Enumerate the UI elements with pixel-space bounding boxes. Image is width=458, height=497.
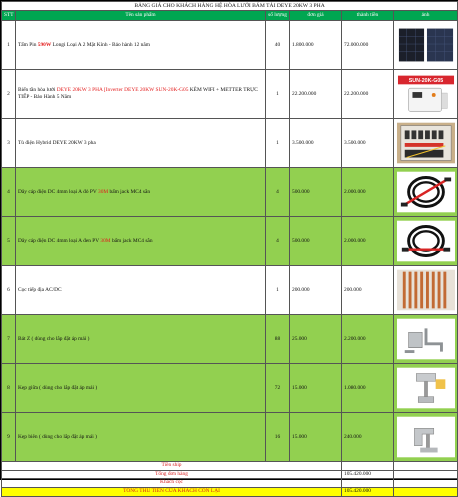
summary-label: Tiền ship xyxy=(2,462,342,471)
table-row xyxy=(2,70,458,119)
row-qty: 1 xyxy=(266,266,290,315)
row-total: 3.500.000 xyxy=(342,119,394,168)
summary-blank xyxy=(394,487,458,496)
row-image xyxy=(394,364,458,413)
name-highlight: 30M xyxy=(98,188,109,195)
row-name xyxy=(16,266,266,315)
col-name: Tên sản phẩm xyxy=(16,11,266,21)
row-price: 500.000 xyxy=(290,168,342,217)
row-price: 22.200.000 xyxy=(290,70,342,119)
summary-row xyxy=(2,470,458,479)
row-name xyxy=(16,119,266,168)
summary-label: Khách cọc xyxy=(2,479,342,488)
col-qty: số lượng xyxy=(266,11,290,21)
name-post: KÈM WIFI + METTER TRỰC TIẾP - Bảo Hành 5 Năm xyxy=(18,87,258,100)
summary-value: 105.420.000 xyxy=(342,487,394,496)
name-pre: Bát Z ( dùng cho lắp đặt áp mái ) xyxy=(18,335,90,342)
row-stt: 7 xyxy=(2,315,16,364)
row-image xyxy=(394,70,458,119)
row-price: 3.500.000 xyxy=(290,119,342,168)
name-pre: Kẹp giữa ( dùng cho lắp đặt áp mái ) xyxy=(18,384,98,391)
row-image xyxy=(394,168,458,217)
row-price: 15.000 xyxy=(290,364,342,413)
row-name xyxy=(16,413,266,462)
row-stt: 3 xyxy=(2,119,16,168)
row-total: 72.000.000 xyxy=(342,21,394,70)
name-post: bấm jack MC4 sẵn xyxy=(110,237,153,244)
row-image xyxy=(394,21,458,70)
row-name xyxy=(16,315,266,364)
row-total: 240.000 xyxy=(342,413,394,462)
table-row xyxy=(2,119,458,168)
table-row xyxy=(2,21,458,70)
name-pre: Tủ điện Hybrid DEYE 20KW 3 pha xyxy=(18,139,96,146)
solar-panel-image xyxy=(395,24,456,66)
name-pre: Dây cáp điện DC 4mm loại A đen PV xyxy=(18,237,101,244)
name-highlight: DEYE 20KW 3 PHA [Inverter DEYE 20KW SUN-20K-G05 xyxy=(56,87,189,94)
name-highlight: 590W xyxy=(37,41,52,48)
row-name xyxy=(16,364,266,413)
inverter-image xyxy=(395,73,456,115)
row-total: 2.000.000 xyxy=(342,217,394,266)
row-total: 2.000.000 xyxy=(342,168,394,217)
summary-label: TỔNG THU TIỀN CỦA KHÁCH CÒN LẠI xyxy=(2,487,342,496)
name-post: Longi Loại A 2 Mặt Kính - Bảo hành 12 năm xyxy=(51,41,150,48)
row-price: 1.800.000 xyxy=(290,21,342,70)
table-row xyxy=(2,315,458,364)
row-name xyxy=(16,70,266,119)
ground-rod-image xyxy=(395,269,456,311)
row-price: 200.000 xyxy=(290,266,342,315)
table-row xyxy=(2,364,458,413)
row-price: 25.000 xyxy=(290,315,342,364)
row-qty: 1 xyxy=(266,70,290,119)
col-stt: STT xyxy=(2,11,16,21)
row-image xyxy=(394,413,458,462)
row-image xyxy=(394,315,458,364)
name-pre: Dây cáp điện DC 4mm loại A đỏ PV xyxy=(18,188,99,195)
row-price: 500.000 xyxy=(290,217,342,266)
row-stt: 1 xyxy=(2,21,16,70)
row-total: 2.200.000 xyxy=(342,315,394,364)
row-stt: 8 xyxy=(2,364,16,413)
name-highlight: 30M xyxy=(100,237,111,244)
row-total: 22.200.000 xyxy=(342,70,394,119)
summary-label: Tổng đơn hàng xyxy=(2,470,342,479)
col-total: thành tiền xyxy=(342,11,394,21)
row-name xyxy=(16,217,266,266)
summary-row xyxy=(2,487,458,496)
table-row xyxy=(2,266,458,315)
summary-row xyxy=(2,462,458,471)
row-stt: 2 xyxy=(2,70,16,119)
row-image xyxy=(394,266,458,315)
summary-blank xyxy=(394,462,458,471)
black-cable-image xyxy=(395,220,456,262)
header-row xyxy=(2,11,458,21)
row-qty: 16 xyxy=(266,413,290,462)
row-name xyxy=(16,168,266,217)
row-qty: 4 xyxy=(266,168,290,217)
title-row xyxy=(2,2,458,11)
row-qty: 4 xyxy=(266,217,290,266)
row-qty: 72 xyxy=(266,364,290,413)
row-total: 200.000 xyxy=(342,266,394,315)
col-image: ảnh xyxy=(394,11,458,21)
table-row xyxy=(2,413,458,462)
svg-text:SUN-20K-G05: SUN-20K-G05 xyxy=(408,77,443,84)
row-qty: 40 xyxy=(266,21,290,70)
name-pre: Cọc tiếp địa AC/DC xyxy=(18,286,62,293)
col-price: đơn giá xyxy=(290,11,342,21)
row-stt: 5 xyxy=(2,217,16,266)
electrical-cabinet-image xyxy=(395,122,456,164)
price-table xyxy=(1,1,458,497)
row-qty: 1 xyxy=(266,119,290,168)
z-bracket-image xyxy=(395,318,456,360)
row-name xyxy=(16,21,266,70)
mid-clamp-image xyxy=(395,367,456,409)
red-cable-image xyxy=(395,171,456,213)
name-pre: Tấm Pin xyxy=(18,41,38,48)
name-pre: Biến tần hòa lưới xyxy=(18,87,57,94)
row-image xyxy=(394,217,458,266)
row-stt: 4 xyxy=(2,168,16,217)
table-row xyxy=(2,217,458,266)
row-total: 1.080.000 xyxy=(342,364,394,413)
row-stt: 6 xyxy=(2,266,16,315)
row-price: 15.000 xyxy=(290,413,342,462)
name-pre: Kẹp biên ( dùng cho lắp đặt áp mái ) xyxy=(18,433,97,440)
sheet-title: BẢNG GIÁ CHO KHÁCH HÀNG HỆ HÒA LƯỚI BÁM TẢI DEYE 20KW 3 PHA xyxy=(2,2,458,11)
row-image xyxy=(394,119,458,168)
row-qty: 88 xyxy=(266,315,290,364)
summary-blank xyxy=(394,470,458,479)
name-post: bấm jack MC4 sẵn xyxy=(108,188,151,195)
end-clamp-image xyxy=(395,416,456,458)
summary-value xyxy=(342,462,394,471)
summary-value: 105.420.000 xyxy=(342,470,394,479)
table-row xyxy=(2,168,458,217)
row-stt: 9 xyxy=(2,413,16,462)
